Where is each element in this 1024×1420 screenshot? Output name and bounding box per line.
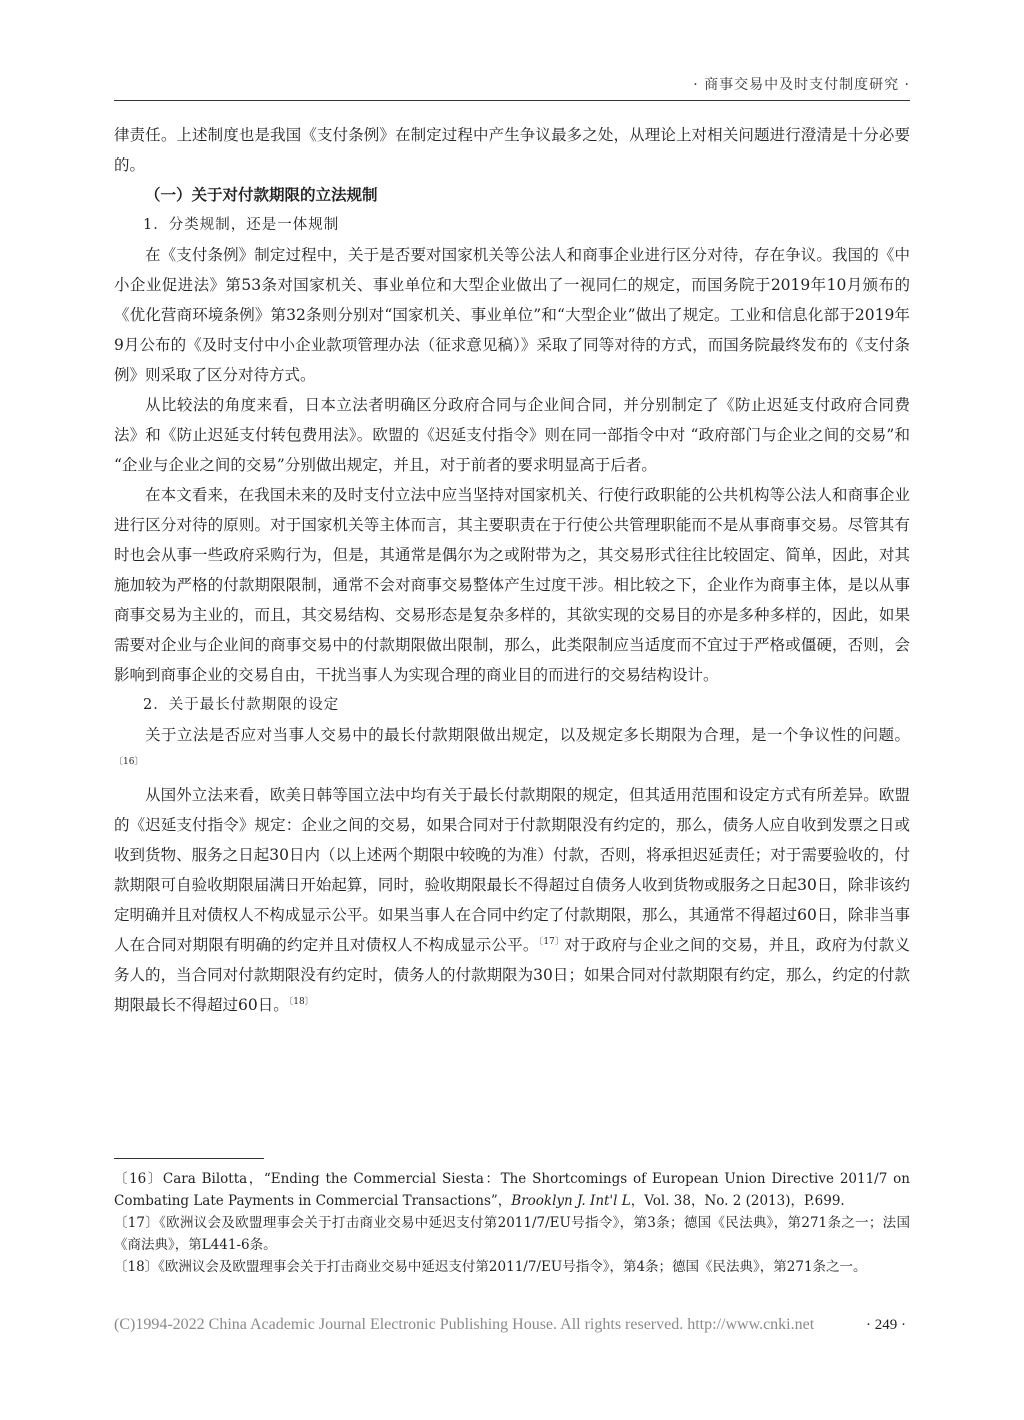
footnote-ref-18[interactable]: 〔18〕 [288, 996, 314, 1007]
footnote-ref-17[interactable]: 〔17〕 [538, 936, 565, 947]
header-rule [114, 100, 910, 101]
footnote-16 [114, 1168, 910, 1212]
footnote-17: 〔17〕《欧洲议会及欧盟理事会关于打击商业交易中延迟支付第2011/7/EU号指令》，第3条；德国《民法典》，第271条之一；法国《商法典》，第L441-6条。 [114, 1215, 910, 1253]
paragraph-4-text: 关于立法是否应对当事人交易中的最长付款期限做出规定，以及规定多长期限为合理，是一个争议性的问题。 [145, 726, 910, 744]
paragraph-2: 从比较法的角度来看，日本立法者明确区分政府合同与企业间合同，并分别制定了《防止迟延支付政府合同费法》和《防止迟延支付转包费用法》。欧盟的《迟延支付指令》则在同一部指令中对 “政府部门与企业之间的交易”和 “企业与企业之间的交易”分别做出规定，并且，对于前者的要求明显高于后者。 [114, 396, 910, 474]
paragraph-3: 在本文看来，在我国未来的及时支付立法中应当坚持对国家机关、行使行政职能的公共机构等公法人和商事企业进行区分对待的原则。对于国家机关等主体而言，其主要职责在于行使公共管理职能而不是从事商事交易。尽管其有时也会从事一些政府采购行为，但是，其通常是偶尔为之或附带为之，其交易形式往往比较固定、简单，因此，对其施加较为严格的付款期限限制，通常不会对商事交易整体产生过度干涉。相比较之下，企业作为商事主体，是以从事商事交易为主业的，而且，其交易结构、交易形态是复杂多样的，其欲实现的交易目的亦是多种多样的，因此，如果需要对企业与企业间的商事交易中的付款期限做出限制，那么，此类限制应当适度而不宜过于严格或僵硬，否则，会影响到商事企业的交易自由，干扰当事人为实现合理的商业目的而进行的交易结构设计。 [114, 486, 910, 684]
page-number: · 249 · [866, 1317, 906, 1333]
paragraph-5-text-a: 从国外立法来看，欧美日韩等国立法中均有关于最长付款期限的规定，但其适用范围和设定方式有所差异。欧盟的《迟延支付指令》规定：企业之间的交易，如果合同对于付款期限没有约定的，那么，债务人应自收到发票之日或收到货物、服务之日起30日内（以上述两个期限中较晚的为准）付款，否则，将承担迟延责任；对于需要验收的，付款期限可自验收期限届满日开始起算，同时，验收期限最长不得超过自债务人收到货物或服务之日起30日，除非该约定明确并且对债权人不构成显示公平。如果当事人在合同中约定了付款期限，那么，其通常不得超过60日，除非当事人在合同对期限有明确的约定并且对债权人不构成显示公平。 [114, 786, 910, 954]
footnote-ref-16[interactable]: 〔16〕 [114, 756, 144, 767]
paragraph-1: 在《支付条例》制定过程中，关于是否要对国家机关等公法人和商事企业进行区分对待，存在争议。我国的《中小企业促进法》第53条对国家机关、事业单位和大型企业做出了一视同仁的规定，而国务院于2019年10月颁布的《优化营商环境条例》第32条则分别对“国家机关、事业单位”和“大型企业”做出了规定。工业和信息化部于2019年9月公布的《及时支付中小企业款项管理办法（征求意见稿）》采取了同等对待的方式，而国务院最终发布的《支付条例》则采取了区分对待方式。 [114, 246, 910, 384]
paragraph-5 [114, 780, 910, 1020]
footnote-16-journal: Brooklyn J. Int'l L [511, 1193, 631, 1209]
footnote-rule [114, 1158, 264, 1159]
copyright-watermark: (C)1994-2022 China Academic Journal Electronic Publishing House. All rights reserved. http://www.cnki.net [114, 1316, 815, 1333]
section-heading: （一）关于对付款期限的立法规制 [145, 186, 378, 204]
intro-paragraph: 律责任。上述制度也是我国《支付条例》在制定过程中产生争议最多之处，从理论上对相关问题进行澄清是十分必要的。 [114, 126, 910, 174]
running-header: · 商事交易中及时支付制度研究 · [693, 77, 910, 93]
body-text [114, 120, 910, 1020]
subsection-heading-2: 2．关于最长付款期限的设定 [143, 697, 340, 713]
subsection-heading-1: 1．分类规制，还是一体规制 [143, 217, 340, 233]
paragraph-4 [114, 720, 910, 780]
footnote-18: 〔18〕《欧洲议会及欧盟理事会关于打击商业交易中延迟支付第2011/7/EU号指令》，第4条；德国《民法典》，第271条之一。 [114, 1259, 867, 1275]
footnote-16-text-a: 〔16〕Cara Bilotta，“Ending the Commercial Siesta：The Shortcomings of European Union Directive 2011/7 on Combating Late Payments in Commercial Transactions”， [114, 1171, 910, 1209]
footnotes [114, 1168, 910, 1278]
paragraph-5-text-b: 对于政府与企业之间的交易，并且，政府为付款义务人的，当合同对付款期限没有约定时，债务人的付款期限为30日；如果合同对付款期限有约定，那么，约定的付款期限最长不得超过60日。 [114, 936, 910, 1014]
footnote-16-text-b: ，Vol. 38，No. 2 (2013)，P.699. [630, 1193, 845, 1209]
